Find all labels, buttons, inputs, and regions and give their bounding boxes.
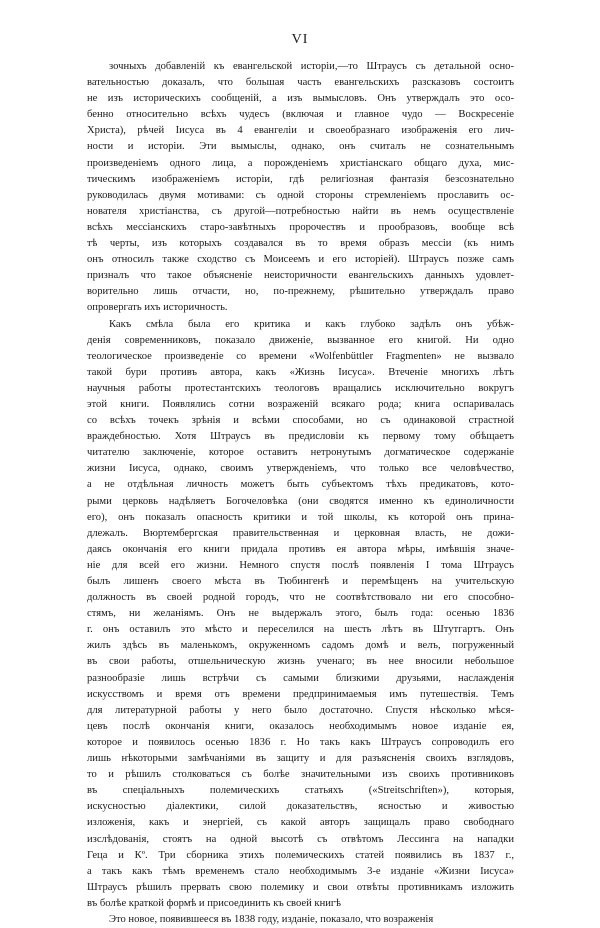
- text-line: читателю заключеніе, которое оставитъ нетронутымъ догматическое содержаніе: [87, 447, 514, 459]
- text-line: Штраусъ рѣшилъ прервать свою полемику и свои отвѣты противникамъ изложить: [87, 881, 514, 893]
- text-line: руководилась двумя мотивами: съ одной стороны стремленіемъ прославить ос-: [87, 189, 514, 201]
- paragraph: [87, 912, 514, 928]
- text-line: не изъ историческихъ сообщеній, а изъ вымысловъ. Онъ утверждалъ это осо-: [87, 93, 514, 105]
- text-line: искусствомъ и время отъ времени предпринимаемыя имъ путешествія. Темъ: [87, 688, 514, 700]
- text-line: ніе для всей его жизни. Немного спустя послѣ появленія І тома Штраусъ: [87, 559, 514, 571]
- text-line: въ спеціальныхъ полемическихъ статьяхъ («Streitschriften»), которыя,: [87, 785, 514, 797]
- text-line: разнообразіе лишь встрѣчи съ самыми близкими друзьями, наслажденія: [87, 672, 514, 684]
- text-line: стямъ, ни желаніямъ. Онъ не выдержалъ этого, былъ года: осенью 1836: [87, 608, 514, 620]
- text-line: ворительно лишь отчасти, но, по-прежнему, рѣшительно утверждалъ право: [87, 286, 514, 298]
- text-line: произведеніемъ одного лица, а порожденіемъ христіанскаго общаго духа, мис-: [87, 157, 514, 169]
- text-line: въ свои работы, отшельническую жизнь ученаго; въ нее вносили небольшое: [87, 656, 514, 668]
- text-line: цевъ послѣ окончанія книги, оказалось необходимымъ новое изданіе ея,: [87, 720, 514, 732]
- text-line: его), онъ показалъ опасность критики и той школы, къ которой онъ прина-: [87, 511, 514, 523]
- text-line: изложенія, какъ и энергіей, съ какой авторъ защищалъ право свободнаго: [87, 817, 514, 829]
- page-number: VI: [291, 32, 309, 47]
- text-line: теологическое произведеніе со времени «Wolfenbüttler Fragmenten» не вызвало: [87, 350, 514, 362]
- text-line: рыми церковь надѣляетъ Богочеловѣка (они сводятся именно къ единоличности: [87, 495, 514, 507]
- text-line: зочныхъ добавленій къ евангельской исторіи,—то Штраусъ съ детальной осно-: [109, 61, 514, 72]
- text-line: ности и исторіи. Эти вымыслы, однако, онъ считалъ не сознательнымъ: [87, 141, 514, 153]
- text-line: всѣхъ мессіанскихъ старо-завѣтныхъ пророчествъ и прообразовъ, вообще всѣ: [87, 221, 514, 233]
- text-line: нователя христіанства, съ другой—потребностью найти въ немъ осуществленіе: [87, 205, 514, 217]
- text-line: жизни Іисуса, однако, своимъ утвержденіемъ, что только все человѣчество,: [87, 463, 514, 475]
- text-line: призналъ что такое объясненіе неисторичности евангельскихъ данныхъ удовлет-: [87, 270, 514, 282]
- text-line: онъ относилъ также сходство съ Моисеемъ и его исторіей). Штраусъ позже самъ: [87, 254, 514, 266]
- text-line: изслѣдованія, стоятъ на одной высотѣ съ отвѣтомъ Лессинга на нападки: [87, 833, 514, 845]
- text-line: а не отдѣльная личность можетъ быть субъектомъ тѣхъ предикатовъ, кото-: [87, 479, 514, 491]
- text-line: бенно относительно всѣхъ чудесъ (включая и главное чудо — Воскресеніе: [87, 109, 514, 121]
- text-line: Какъ смѣла была его критика и какъ глубоко задѣлъ онъ убѣж-: [109, 318, 514, 330]
- text-line: даясь окончанія его книги придала противъ ея автора мѣры, имѣвшія значе-: [87, 543, 514, 555]
- text-line: былъ лишенъ своего мѣста въ Тюбингенѣ и перемѣщенъ на учительскую: [87, 576, 514, 587]
- text-line: въ болѣе краткой формѣ и присоединить къ своей книгѣ: [87, 897, 342, 909]
- text-line: должность въ своей родной городъ, что не соотвѣтствовало ни его способно-: [87, 592, 514, 604]
- text-line: искусностью діалектики, силой доказательствъ, ясностью и живостью: [87, 801, 514, 813]
- text-line: Христа), рѣчей Іисуса въ 4 евангеліи и своеобразнаго изображенія его лич-: [87, 125, 514, 137]
- text-line: г. онъ оставилъ это мѣсто и переселился на шесть лѣтъ въ Штутгартъ. Онъ: [87, 624, 514, 636]
- text-line: тѣ черты, изъ которыхъ создавался въ то время образъ мессіи (къ нимъ: [87, 238, 514, 250]
- text-line: научныя работы протестантскихъ теологовъ вращались исключительно вокругъ: [87, 382, 514, 394]
- text-line: вательностью доказалъ, что большая часть евангельскихъ разсказовъ состоитъ: [87, 77, 514, 89]
- text-line: Это новое, появившееся въ 1838 году, изданіе, показало, что возраженія: [109, 913, 434, 925]
- text-line: тическимъ изображеніемъ исторіи, гдѣ религіозная фантазія безсознательно: [87, 173, 514, 185]
- text-line: со всѣхъ точекъ зрѣнія и всѣми способами, но съ одинаковой страстной: [87, 415, 514, 427]
- text-line: этой книги. Появлялись сотни возраженій всякаго рода; книга оспаривалась: [87, 398, 514, 410]
- text-line: опровергать ихъ историчность.: [87, 302, 228, 314]
- text-line: враждебностью. Хотя Штраусъ въ предисловіи къ первому тому обѣщаетъ: [87, 431, 514, 443]
- paragraph: [87, 317, 514, 912]
- text-line: для литературной работы у него было достаточно. Спустя нѣсколько мѣся-: [87, 704, 514, 716]
- text-line: то и рѣшилъ столковаться съ болѣе значительными изъ своихъ противниковъ: [87, 769, 514, 781]
- text-line: жилъ здѣсь въ маленькомъ, окруженномъ садомъ домѣ и велъ, погруженный: [87, 640, 514, 652]
- text-line: лишь нѣкоторыми замѣчаніями въ защиту и для разъясненія своихъ взглядовъ,: [87, 753, 514, 765]
- text-line: а такъ какъ тѣмъ временемъ стало необходимымъ 3-е изданіе «Жизни Іисуса»: [87, 865, 514, 877]
- text-line: которое и появилось осенью 1836 г. Но такъ какъ Штраусъ сопроводилъ его: [87, 736, 514, 748]
- paragraph: [87, 59, 514, 317]
- text-line: денія современниковъ, показало движеніе, вызванное его книгой. Ни одно: [87, 334, 514, 346]
- text-line: Геца и Кº. Три сборника этихъ полемическихъ статей появились въ 1837 г.,: [87, 849, 514, 861]
- body-text: [87, 59, 514, 928]
- text-line: такой бури противъ автора, какъ «Жизнь Іисуса». Втеченіе многихъ лѣтъ: [87, 366, 514, 378]
- text-line: длежалъ. Вюртембергская правительственная и церковная власть, не дожи-: [87, 527, 514, 539]
